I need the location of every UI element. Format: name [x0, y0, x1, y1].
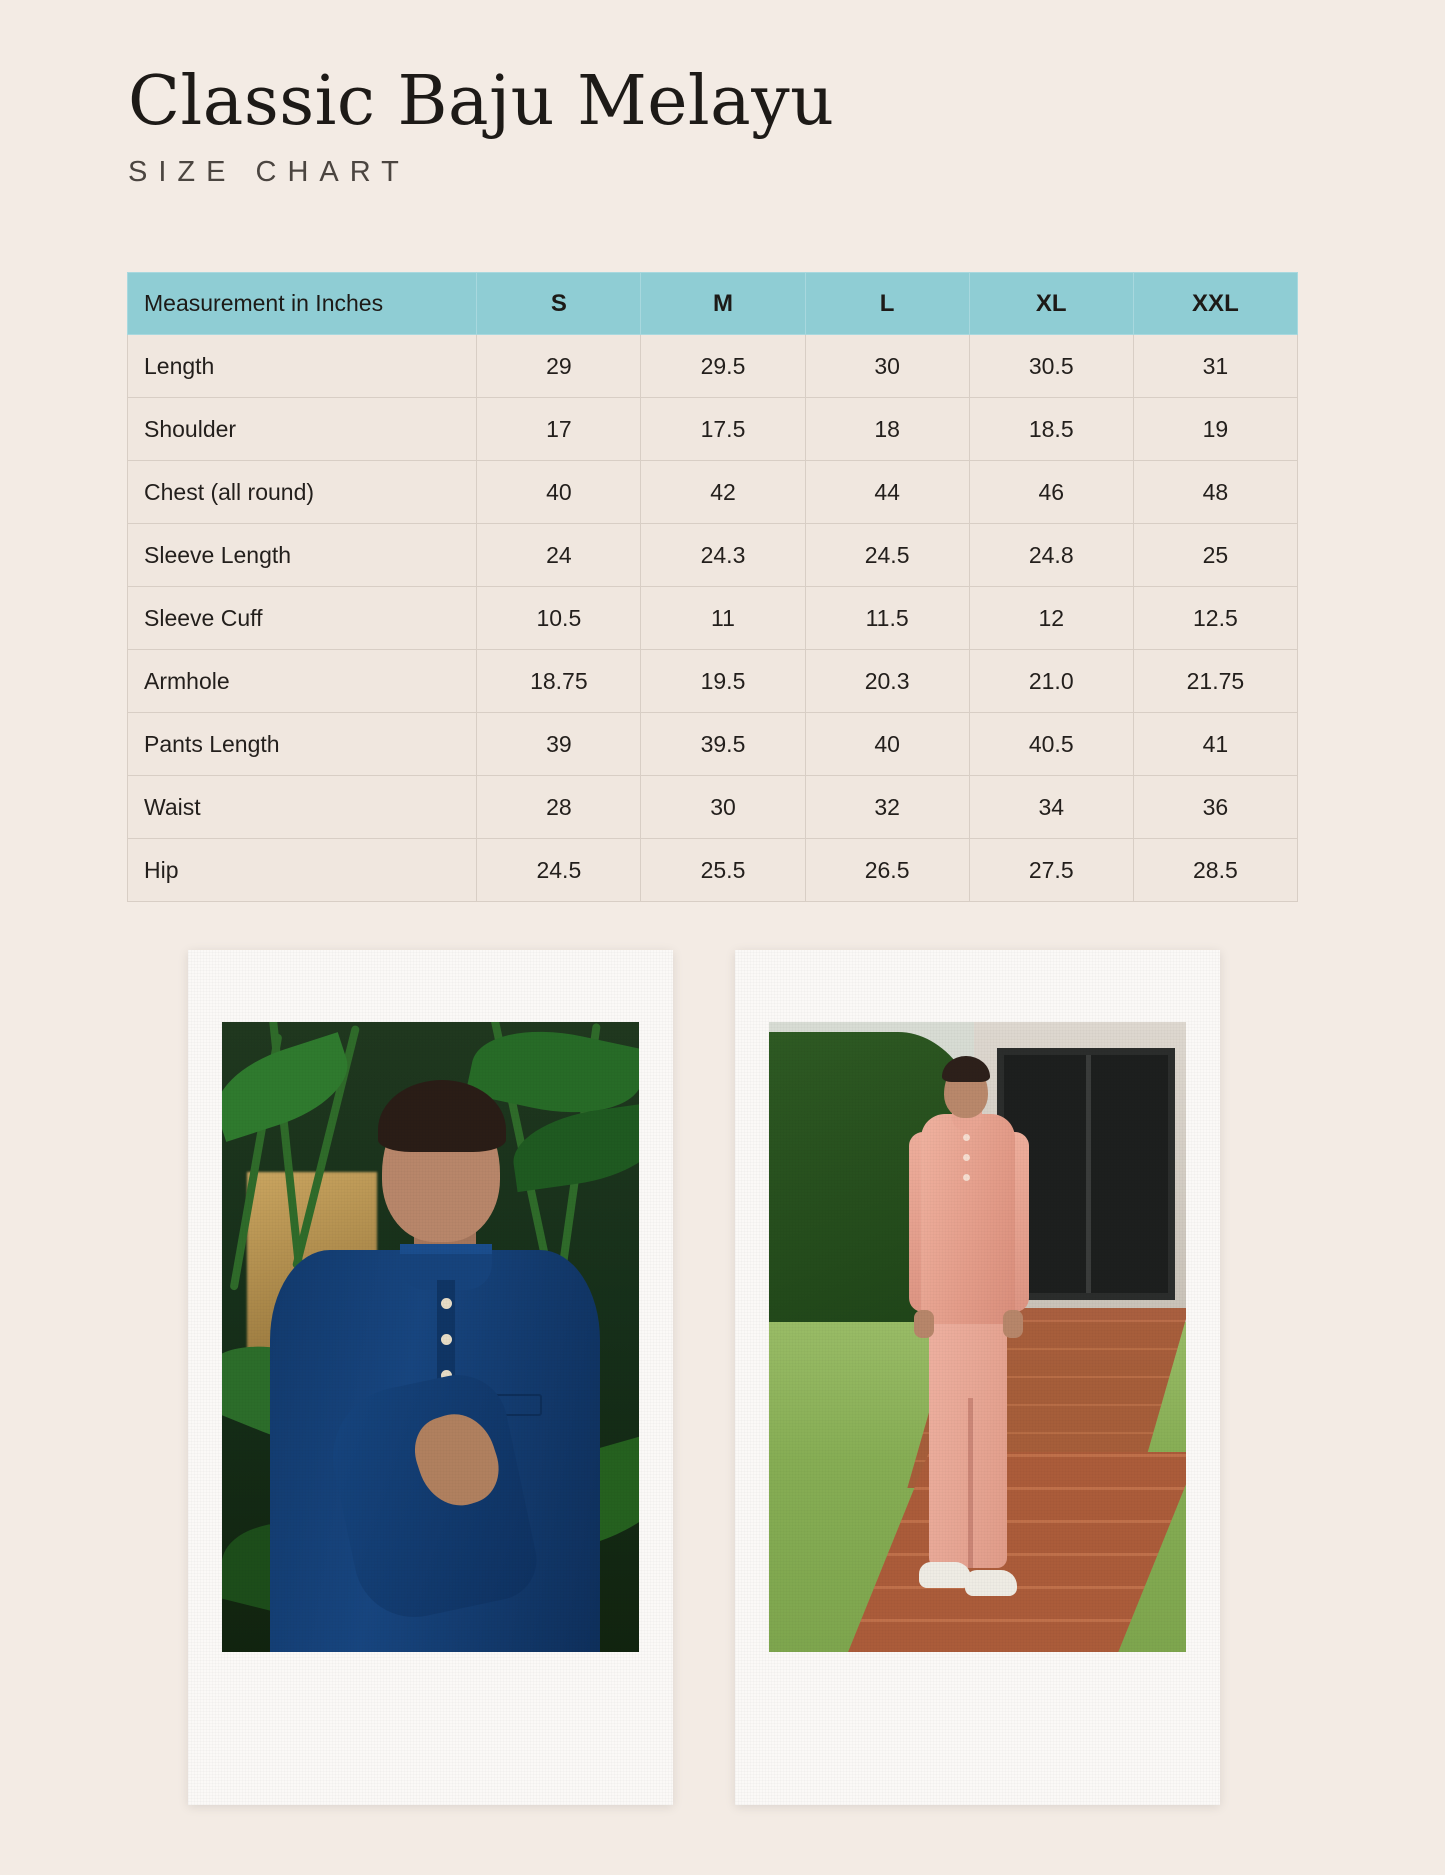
shirt-button — [963, 1134, 970, 1141]
cell-armhole-m: 19.5 — [641, 650, 805, 713]
cell-waist-m: 30 — [641, 776, 805, 839]
pink-baju-top — [921, 1114, 1015, 1324]
cell-hip-s: 24.5 — [477, 839, 641, 902]
cell-chest-m: 42 — [641, 461, 805, 524]
shirt-button — [963, 1174, 970, 1181]
cell-hip-xl: 27.5 — [969, 839, 1133, 902]
cell-sleeve-length-m: 24.3 — [641, 524, 805, 587]
sandal-right — [965, 1570, 1017, 1596]
row-label-sleeve-length: Sleeve Length — [128, 524, 477, 587]
pink-baju-melayu-full-body — [769, 1022, 1186, 1652]
cell-sleeve-cuff-m: 11 — [641, 587, 805, 650]
table-row — [128, 461, 1298, 524]
table-row — [128, 650, 1298, 713]
photo-card-blue — [188, 950, 673, 1805]
size-chart-table — [127, 272, 1298, 902]
cell-pants-length-m: 39.5 — [641, 713, 805, 776]
table-body — [128, 335, 1298, 902]
table-row — [128, 839, 1298, 902]
table-row — [128, 524, 1298, 587]
cell-shoulder-m: 17.5 — [641, 398, 805, 461]
sandal-left — [919, 1562, 971, 1588]
cell-armhole-s: 18.75 — [477, 650, 641, 713]
cell-length-xl: 30.5 — [969, 335, 1133, 398]
cell-sleeve-length-l: 24.5 — [805, 524, 969, 587]
table-row — [128, 587, 1298, 650]
cell-sleeve-cuff-xxl: 12.5 — [1133, 587, 1297, 650]
cell-waist-l: 32 — [805, 776, 969, 839]
pink-pants — [929, 1318, 1007, 1568]
cell-pants-length-xxl: 41 — [1133, 713, 1297, 776]
table-header — [128, 273, 1298, 335]
row-label-length: Length — [128, 335, 477, 398]
shirt-button — [441, 1298, 452, 1309]
cell-length-l: 30 — [805, 335, 969, 398]
row-label-shoulder: Shoulder — [128, 398, 477, 461]
column-header-measurement: Measurement in Inches — [128, 273, 477, 335]
foliage-leaf — [508, 1102, 639, 1192]
table-row — [128, 398, 1298, 461]
cell-sleeve-length-xxl: 25 — [1133, 524, 1297, 587]
column-header-l: L — [805, 273, 969, 335]
row-label-chest: Chest (all round) — [128, 461, 477, 524]
cell-hip-m: 25.5 — [641, 839, 805, 902]
cell-chest-xxl: 48 — [1133, 461, 1297, 524]
terracotta-path — [848, 1452, 1186, 1652]
cell-pants-length-l: 40 — [805, 713, 969, 776]
row-label-sleeve-cuff: Sleeve Cuff — [128, 587, 477, 650]
model-hand-right — [1003, 1310, 1023, 1338]
cell-shoulder-s: 17 — [477, 398, 641, 461]
row-label-waist: Waist — [128, 776, 477, 839]
cell-armhole-l: 20.3 — [805, 650, 969, 713]
cell-sleeve-cuff-l: 11.5 — [805, 587, 969, 650]
photo-gallery — [0, 940, 1445, 1800]
cell-hip-xxl: 28.5 — [1133, 839, 1297, 902]
table-row — [128, 776, 1298, 839]
cell-length-s: 29 — [477, 335, 641, 398]
shirt-button — [441, 1334, 452, 1345]
blue-baju-melayu-portrait — [222, 1022, 639, 1652]
column-header-s: S — [477, 273, 641, 335]
cell-sleeve-length-s: 24 — [477, 524, 641, 587]
cell-waist-xxl: 36 — [1133, 776, 1297, 839]
size-chart-table-wrapper — [127, 272, 1298, 902]
shirt-button — [963, 1154, 970, 1161]
document-header — [128, 62, 1308, 189]
cell-armhole-xl: 21.0 — [969, 650, 1133, 713]
table-row — [128, 713, 1298, 776]
cell-chest-l: 44 — [805, 461, 969, 524]
cell-armhole-xxl: 21.75 — [1133, 650, 1297, 713]
table-header-row — [128, 273, 1298, 335]
model-hand-left — [914, 1310, 934, 1338]
row-label-armhole: Armhole — [128, 650, 477, 713]
cell-pants-length-s: 39 — [477, 713, 641, 776]
cell-waist-s: 28 — [477, 776, 641, 839]
cell-chest-xl: 46 — [969, 461, 1133, 524]
cell-sleeve-cuff-s: 10.5 — [477, 587, 641, 650]
column-header-xl: XL — [969, 273, 1133, 335]
table-row — [128, 335, 1298, 398]
cell-sleeve-cuff-xl: 12 — [969, 587, 1133, 650]
column-header-m: M — [641, 273, 805, 335]
cell-shoulder-xxl: 19 — [1133, 398, 1297, 461]
column-header-xxl: XXL — [1133, 273, 1297, 335]
cell-length-m: 29.5 — [641, 335, 805, 398]
cell-shoulder-xl: 18.5 — [969, 398, 1133, 461]
cell-waist-xl: 34 — [969, 776, 1133, 839]
photo-card-pink — [735, 950, 1220, 1805]
row-label-hip: Hip — [128, 839, 477, 902]
page-title: Classic Baju Melayu — [128, 62, 835, 141]
foliage-leaf — [222, 1032, 359, 1142]
cell-shoulder-l: 18 — [805, 398, 969, 461]
cell-hip-l: 26.5 — [805, 839, 969, 902]
page-subtitle: SIZE CHART — [128, 156, 410, 188]
cell-length-xxl: 31 — [1133, 335, 1297, 398]
cell-pants-length-xl: 40.5 — [969, 713, 1133, 776]
cell-sleeve-length-xl: 24.8 — [969, 524, 1133, 587]
row-label-pants-length: Pants Length — [128, 713, 477, 776]
cell-chest-s: 40 — [477, 461, 641, 524]
